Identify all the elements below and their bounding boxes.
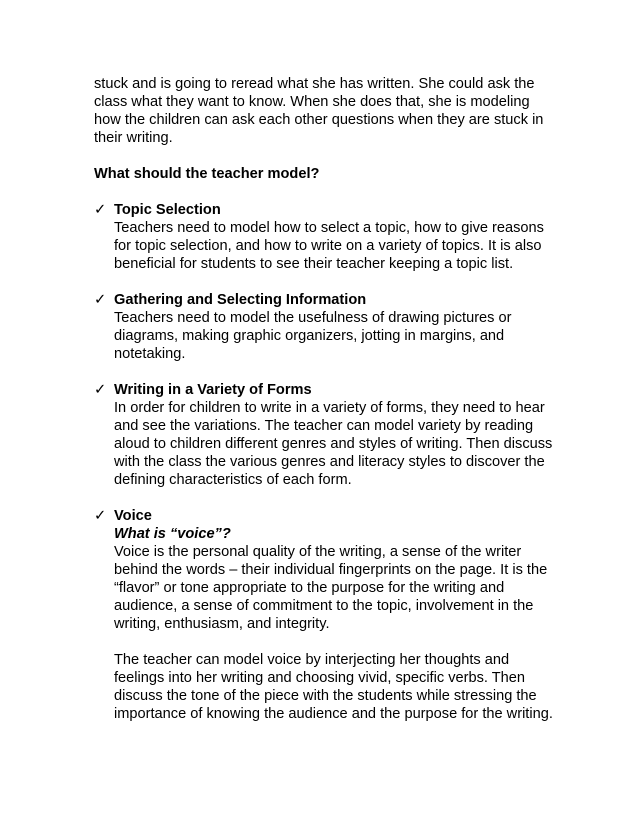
list-item-voice — [94, 507, 554, 723]
item-title: Writing in a Variety of Forms — [114, 382, 312, 398]
section-heading: What should the teacher model? — [94, 166, 320, 182]
list-item-topic-selection — [94, 201, 554, 273]
list-item-gathering-information — [94, 291, 554, 363]
item-title: Gathering and Selecting Information — [114, 292, 367, 308]
checkmark-icon: ✓ — [94, 382, 107, 398]
item-title: Topic Selection — [114, 202, 221, 218]
item-title: Voice — [114, 508, 152, 524]
document-page — [94, 75, 554, 723]
checkmark-icon: ✓ — [94, 508, 107, 524]
checkmark-icon: ✓ — [94, 292, 107, 308]
item-body: Voice is the personal quality of the writing, a sense of the writer behind the words – their individual fingerprints on the page. It is the “flavor” or tone appropriate to the purpose for the writing and audience, a sense of commitment to the topic, involvement in the writing, enthusiasm, and integrity. — [114, 544, 548, 632]
item-subtitle: What is “voice”? — [114, 526, 231, 542]
item-body: Teachers need to model how to select a topic, how to give reasons for topic selection, and how to write on a variety of topics. It is also beneficial for students to see their teacher keeping a topic list. — [114, 220, 544, 272]
item-body: In order for children to write in a variety of forms, they need to hear and see the variations. The teacher can model variety by reading aloud to children different genres and styles of writing. Then discuss with the class the various genres and literacy styles to discover the defining characteristics of each form. — [114, 400, 553, 488]
intro-paragraph: stuck and is going to reread what she has written. She could ask the class what they want to know. When she does that, she is modeling how the children can ask each other questions when they are stuck in their writing. — [94, 76, 544, 146]
list-item-variety-of-forms — [94, 381, 554, 489]
checkmark-icon: ✓ — [94, 202, 107, 218]
item-body: Teachers need to model the usefulness of drawing pictures or diagrams, making graphic organizers, jotting in margins, and notetaking. — [114, 310, 512, 362]
item-body-continued: The teacher can model voice by interjecting her thoughts and feelings into her writing and choosing vivid, specific verbs. Then discuss the tone of the piece with the students while stressing the importance of knowing the audience and the purpose for the writing. — [114, 652, 553, 722]
